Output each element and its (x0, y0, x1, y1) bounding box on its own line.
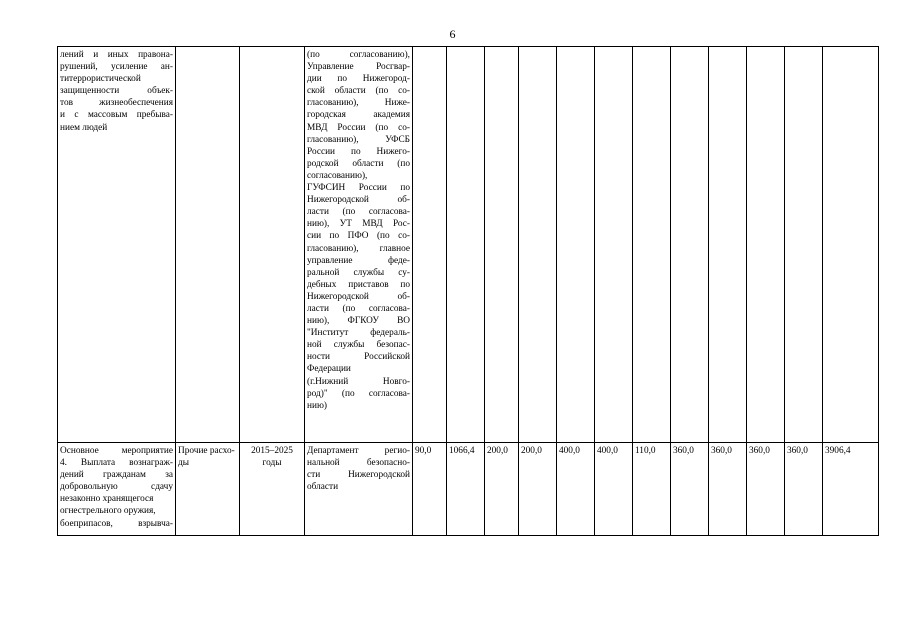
text-line: МВД России (по со- (307, 122, 410, 133)
text-line: ласти (по согласова- (307, 207, 410, 218)
value-cell: 400,0 (595, 443, 633, 536)
table-row (58, 443, 879, 536)
value-cell: 1066,4 (447, 443, 485, 536)
executor-cell (305, 47, 413, 443)
value-cell (595, 47, 633, 443)
text-line: нию), УТ МВД Рос- (307, 219, 410, 230)
expense-type-cell (176, 443, 240, 536)
text-line: рушений, усиление ан- (60, 62, 173, 73)
table-row (58, 47, 879, 443)
text-line: Нижегородской об- (307, 195, 410, 206)
value-cell: 400,0 (557, 443, 595, 536)
text-line: родской области (по (307, 158, 410, 169)
text-line: гласованию), УФСБ (307, 134, 410, 145)
value-cell (413, 47, 447, 443)
text-line: ГУФСИН России по (307, 183, 410, 194)
text-line: и с массовым пребыва- (60, 110, 173, 121)
text-line: области (307, 482, 339, 493)
text-line: управление феде- (307, 255, 410, 266)
text-line: защищенности объек- (60, 86, 173, 97)
text-line: Прочие расхо- (178, 446, 235, 456)
text-line: нием людей (60, 122, 108, 133)
value-cell: 200,0 (485, 443, 519, 536)
value-cell (823, 47, 879, 443)
text-line: тов жизнеобеспечения (60, 98, 173, 109)
text-line: дений гражданам за (60, 470, 173, 481)
text-line: лений и иных правона- (60, 50, 173, 60)
text-line: Федерации (307, 364, 351, 375)
text-line: сии по ПФО (по со- (307, 231, 410, 242)
text-line: незаконно хранящегося (60, 494, 154, 505)
value-cell: 110,0 (633, 443, 671, 536)
text-line: род)" (по согласова- (307, 388, 410, 399)
text-line: нальной безопасно- (307, 458, 410, 469)
text-line: нию), ФГКОУ ВО (307, 316, 410, 327)
text-line: гласованию), главное (307, 243, 410, 254)
text-line: сти Нижегородской (307, 470, 410, 481)
total-cell: 3906,4 (823, 443, 879, 536)
text-line: ности Российской (307, 352, 410, 363)
value-cell (709, 47, 747, 443)
text-line: Основное мероприятие (60, 446, 173, 456)
text-line: 2015–2025 (251, 446, 293, 456)
text-line: Управление Росгвар- (307, 62, 410, 73)
value-cell (447, 47, 485, 443)
text-line: (г.Нижний Новго- (307, 376, 410, 387)
text-line: городская академия (307, 110, 410, 121)
value-cell (557, 47, 595, 443)
expense-type-cell (176, 47, 240, 443)
value-cell: 360,0 (671, 443, 709, 536)
value-cell: 360,0 (747, 443, 785, 536)
text-line: огнестрельного оружия, (60, 506, 156, 517)
text-line: нию) (307, 400, 327, 411)
value-cell (747, 47, 785, 443)
period-cell (240, 47, 305, 443)
value-cell (671, 47, 709, 443)
text-line: Департамент регио- (307, 446, 410, 456)
text-line: России по Нижего- (307, 146, 410, 157)
executor-cell (305, 443, 413, 536)
text-line: годы (262, 458, 282, 469)
text-line: ды (178, 458, 189, 469)
text-line: Нижегородской об- (307, 291, 410, 302)
text-line: (по согласованию), (307, 50, 410, 60)
period-cell (240, 443, 305, 536)
text-line: "Институт федераль- (307, 328, 410, 339)
value-cell: 90,0 (413, 443, 447, 536)
text-line: 4. Выплата вознаграж- (60, 458, 173, 469)
text-line: ной службы безопас- (307, 340, 410, 351)
text-line: добровольную сдачу (60, 482, 173, 493)
text-line: ральной службы су- (307, 267, 410, 278)
value-cell (485, 47, 519, 443)
value-cell: 360,0 (785, 443, 823, 536)
text-line: согласованию), (307, 170, 368, 181)
text-line: титеррористической (60, 74, 141, 85)
text-line: гласованию), Ниже- (307, 98, 410, 109)
value-cell (519, 47, 557, 443)
measure-cell (58, 47, 176, 443)
value-cell: 200,0 (519, 443, 557, 536)
text-line: ласти (по согласова- (307, 303, 410, 314)
text-line: ской области (по со- (307, 86, 410, 97)
text-line: боеприпасов, взрывча- (60, 518, 173, 529)
page-number: 6 (449, 27, 456, 41)
measure-cell (58, 443, 176, 536)
text-line: дебных приставов по (307, 279, 410, 290)
text-line: дии по Нижегород- (307, 74, 410, 85)
program-table (57, 46, 879, 536)
value-cell (633, 47, 671, 443)
value-cell: 360,0 (709, 443, 747, 536)
value-cell (785, 47, 823, 443)
